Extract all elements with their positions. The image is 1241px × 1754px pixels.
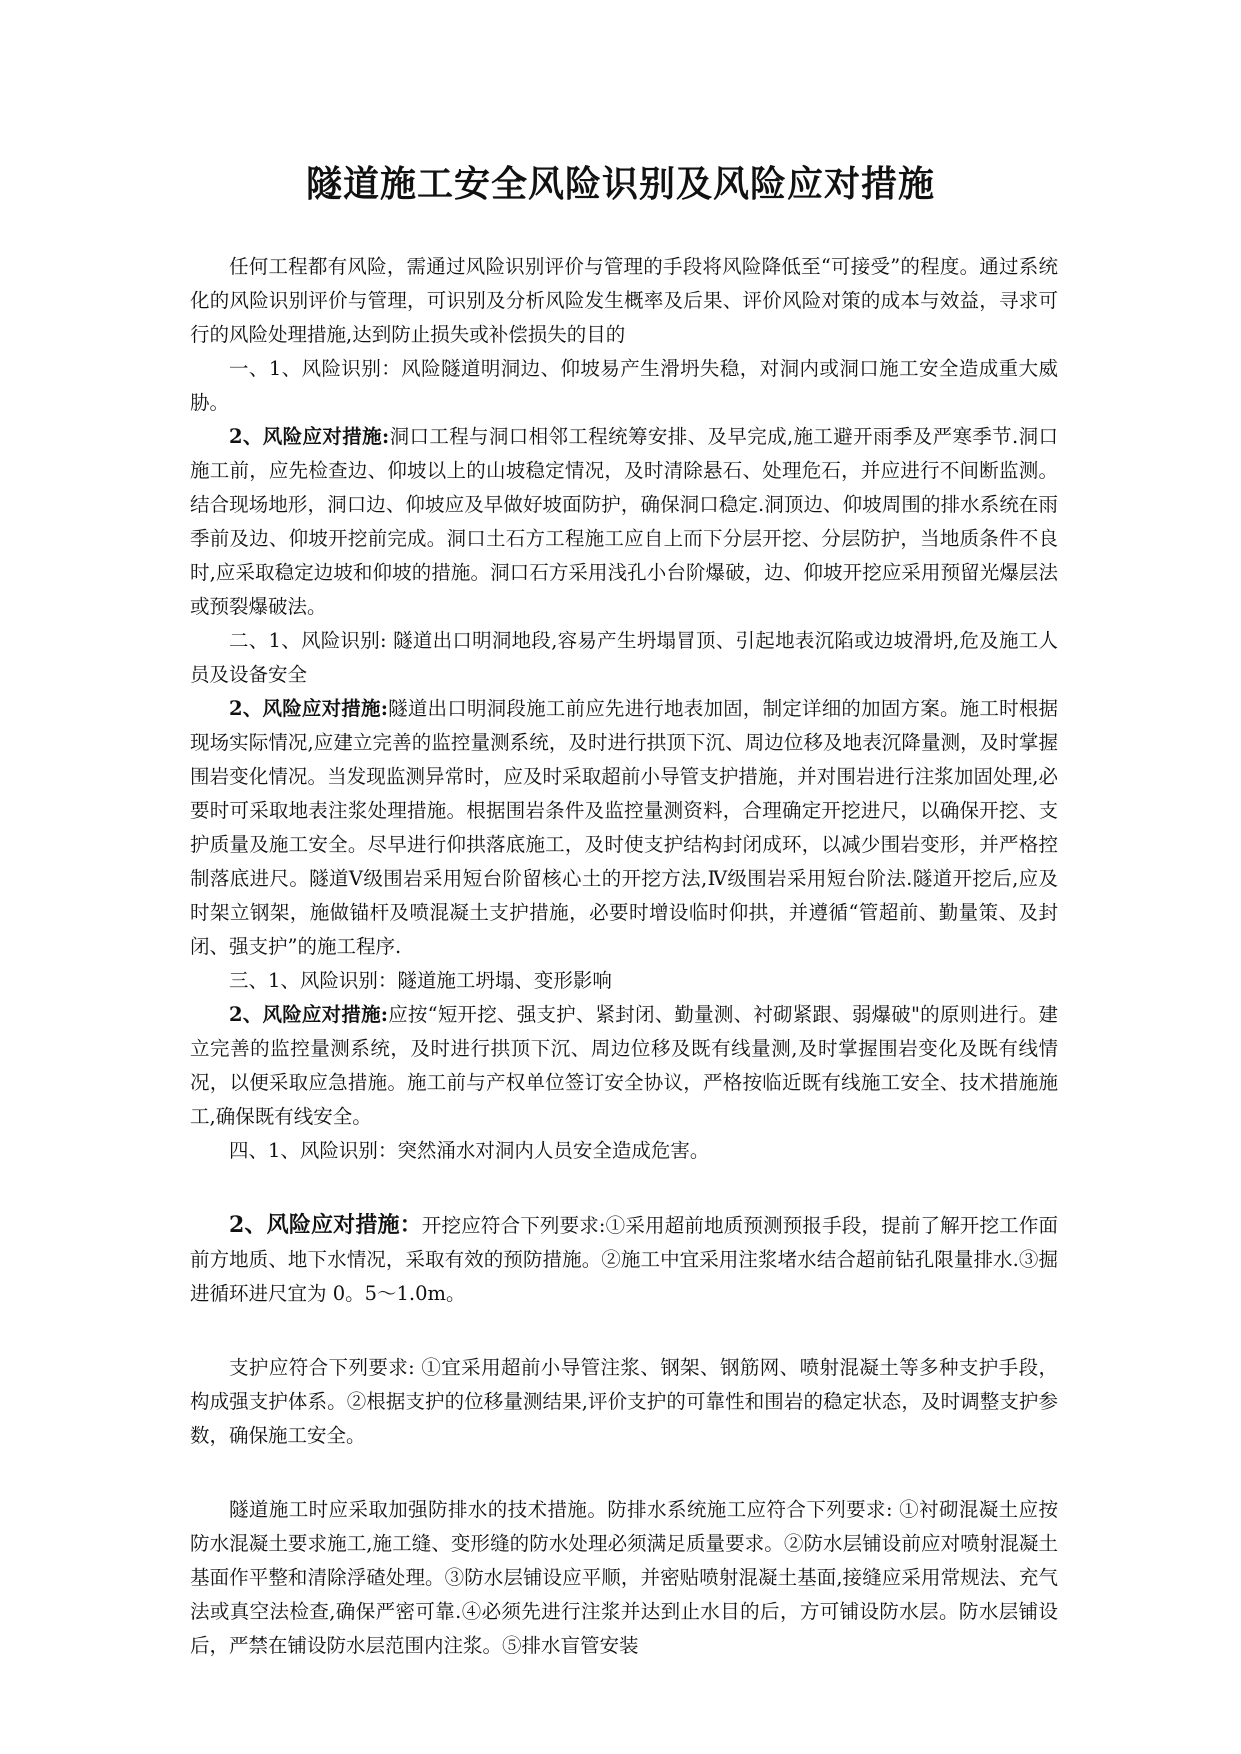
- paragraph-text: 洞口工程与洞口相邻工程统筹安排、及早完成,施工避开雨季及严寒季节.洞口施工前，应先检查边、仰坡以上的山坡稳定情况，及时清除悬石、处理危石，并应进行不间断监测。结合现场地形，洞口边、仰坡应及早做好坡面防护，确保洞口稳定.洞顶边、仰坡周围的排水系统在雨季前及边、仰坡开挖前完成。洞口土石方工程施工应自上而下分层开挖、分层防护，当地质条件不良时,应采取稳定边坡和仰坡的措施。洞口石方采用浅孔小台阶爆破，边、仰坡开挖应采用预留光爆层法或预裂爆破法。: [190, 425, 1058, 618]
- paragraph-text: 开挖应符合下列要求:①采用超前地质预测预报手段，提前了解开挖工作面前方地质、地下水情况，采取有效的预防措施。②施工中宜采用注浆堵水结合超前钻孔限量排水.③掘进循环进尺宜为 0。5～1.0m。: [190, 1214, 1058, 1305]
- paragraph-lead: 2、风险应对措施:: [229, 1003, 388, 1026]
- paragraph-text: 二、1、风险识别: 隧道出口明洞地段,容易产生坍塌冒顶、引起地表沉陷或边坡滑坍,危及施工人员及设备安全: [190, 629, 1058, 686]
- paragraph-risk-1-identification: [190, 352, 1058, 420]
- paragraph-support-requirements: [190, 1351, 1058, 1453]
- paragraph-risk-2-identification: [190, 624, 1058, 692]
- paragraph-risk-4-measures: [190, 1208, 1058, 1311]
- document-title: 隧道施工安全风险识别及风险应对措施: [305, 163, 935, 205]
- paragraph-text: 隧道施工时应采取加强防排水的技术措施。防排水系统施工应符合下列要求: ①衬砌混凝土应按防水混凝土要求施工,施工缝、变形缝的防水处理必须满足质量要求。②防水层铺设前应对喷射混凝土基面作平整和清除浮碴处理。③防水层铺设应平顺，并密贴喷射混凝土基面,接缝应采用常规法、充气法或真空法检查,确保严密可靠.④必须先进行注浆并达到止水目的后，方可铺设防水层。防水层铺设后，严禁在铺设防水层范围内注浆。⑤排水盲管安装: [190, 1498, 1058, 1657]
- paragraph-risk-3-measures: [190, 998, 1058, 1134]
- paragraph-text: 任何工程都有风险，需通过风险识别评价与管理的手段将风险降低至“可接受”的程度。通过系统化的风险识别评价与管理，可识别及分析风险发生概率及后果、评价风险对策的成本与效益，寻求可行的风险处理措施,达到防止损失或补偿损失的目的: [190, 255, 1058, 346]
- paragraph-lead: 2、风险应对措施:: [229, 697, 388, 720]
- paragraph-text: 隧道出口明洞段施工前应先进行地表加固，制定详细的加固方案。施工时根据现场实际情况,应建立完善的监控量测系统，及时进行拱顶下沉、周边位移及地表沉降量测，及时掌握围岩变化情况。当发现监测异常时，应及时采取超前小导管支护措施，并对围岩进行注浆加固处理,必要时可采取地表注浆处理措施。根据围岩条件及监控量测资料，合理确定开挖进尺，以确保开挖、支护质量及施工安全。尽早进行仰拱落底施工，及时使支护结构封闭成环，以减少围岩变形，并严格控制落底进尺。隧道Ⅴ级围岩采用短台阶留核心土的开挖方法,Ⅳ级围岩采用短台阶法.隧道开挖后,应及时架立钢架，施做锚杆及喷混凝土支护措施，必要时增设临时仰拱，并遵循“管超前、勤量策、及封闭、强支护”的施工程序.: [190, 697, 1058, 958]
- paragraph-lead: 2、风险应对措施:: [229, 425, 390, 448]
- paragraph-text: 应按“短开挖、强支护、紧封闭、勤量测、衬砌紧跟、弱爆破"的原则进行。建立完善的监控量测系统，及时进行拱顶下沉、周边位移及既有线量测,及时掌握围岩变化及既有线情况，以便采取应急措施。施工前与产权单位签订安全协议，严格按临近既有线施工安全、技术措施施工,确保既有线安全。: [190, 1003, 1058, 1128]
- paragraph-text: 支护应符合下列要求: ①宜采用超前小导管注浆、钢架、钢筋网、喷射混凝土等多种支护手段，构成强支护体系。②根据支护的位移量测结果,评价支护的可靠性和围岩的稳定状态，及时调整支护参数，确保施工安全。: [190, 1356, 1058, 1447]
- paragraph-risk-2-measures: [190, 692, 1058, 964]
- paragraph-risk-1-measures: [190, 420, 1058, 624]
- paragraph-waterproofing: [190, 1493, 1058, 1663]
- paragraph-intro: [190, 250, 1058, 352]
- paragraph-risk-4-identification: [190, 1134, 1058, 1168]
- document-body: [190, 250, 1058, 1663]
- paragraph-lead: 2、风险应对措施：: [229, 1212, 422, 1238]
- paragraph-risk-3-identification: [190, 964, 1058, 998]
- paragraph-text: 一、1、风险识别：风险隧道明洞边、仰坡易产生滑坍失稳，对洞内或洞口施工安全造成重大威胁。: [190, 357, 1058, 414]
- paragraph-text: 四、1、风险识别：突然涌水对洞内人员安全造成危害。: [229, 1139, 710, 1162]
- paragraph-text: 三、1、风险识别：隧道施工坍塌、变形影响: [229, 969, 612, 992]
